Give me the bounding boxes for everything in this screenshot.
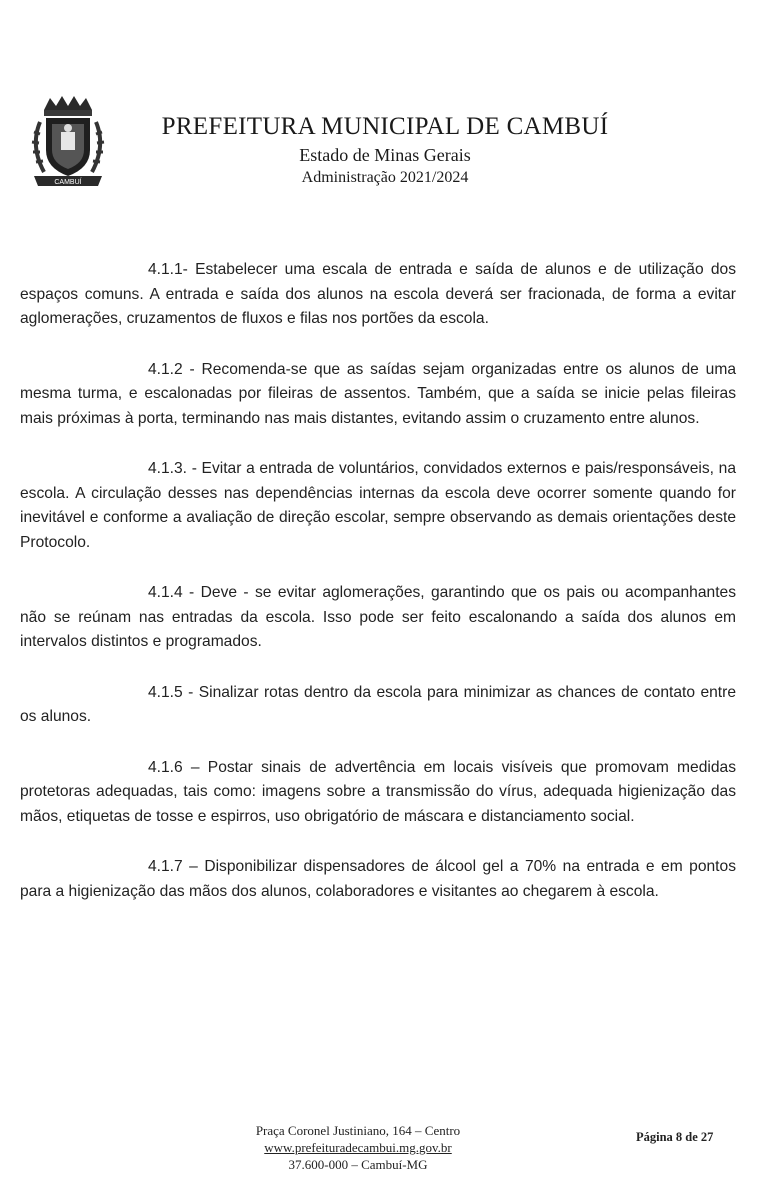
footer-address: Praça Coronel Justiniano, 164 – Centro — [255, 1123, 461, 1138]
paragraph-4-1-6: 4.1.6 – Postar sinais de advertência em locais visíveis que promovam medidas protetoras adequadas, tais como: imagens sobre a transmissão do vírus, adequada higienização das mãos, etiquetas de tosse e espirros, uso obrigatório de máscara e distanciamento social. — [20, 758, 736, 825]
paragraph-4-1-7: 4.1.7 – Disponibilizar dispensadores de álcool gel a 70% na entrada e em pontos para a higienização das mãos dos alunos, colaboradores e visitantes ao chegarem à escola. — [20, 858, 736, 900]
paragraph-4-1-5: 4.1.5 - Sinalizar rotas dentro da escola para minimizar as chances de contato entre os alunos. — [20, 683, 736, 725]
paragraph-4-1-2: 4.1.2 - Recomenda-se que as saídas sejam organizadas entre os alunos de uma mesma turma, e escalonadas por fileiras de assentos. Também, que a saída se inicie pelas fileiras mais próximas à porta, terminando nas mais distantes, evitando assim o cruzamento entre alunos. — [20, 360, 736, 427]
page-number: Página 8 de 27 — [636, 1130, 714, 1144]
footer-contact — [200, 1122, 516, 1173]
letterhead — [120, 112, 650, 189]
document-body — [20, 258, 736, 930]
municipal-crest-icon — [20, 92, 116, 192]
paragraph-4-1-1: 4.1.1- Estabelecer uma escala de entrada e saída de alunos e de utilização dos espaços comuns. A entrada e saída dos alunos na escola deverá ser fracionada, de forma a evitar aglomerações, cruzamentos de fluxos e filas nos portões da escola. — [20, 261, 736, 327]
page-title: PREFEITURA MUNICIPAL DE CAMBUÍ — [161, 113, 609, 140]
footer-postal: 37.600-000 – Cambuí-MG — [288, 1157, 428, 1172]
footer-website-link[interactable]: www.prefeituradecambui.mg.gov.br — [264, 1140, 452, 1155]
crest-banner-text: CAMBUÍ — [54, 179, 82, 186]
paragraph-4-1-4: 4.1.4 - Deve - se evitar aglomerações, garantindo que os pais ou acompanhantes não se reúnam nas entradas da escola. Isso pode ser feito escalonando a saída dos alunos em intervalos distintos e programados. — [20, 584, 736, 650]
paragraph-4-1-3: 4.1.3. - Evitar a entrada de voluntários, convidados externos e pais/responsáveis, na escola. A circulação desses nas dependências internas da escola deve ocorrer somente quando for inevitável e conforme a avaliação de direção escolar, sempre observando as demais orientações deste Protocolo. — [20, 460, 736, 551]
administration-period: Administração 2021/2024 — [301, 169, 469, 186]
state-name: Estado de Minas Gerais — [299, 145, 471, 165]
